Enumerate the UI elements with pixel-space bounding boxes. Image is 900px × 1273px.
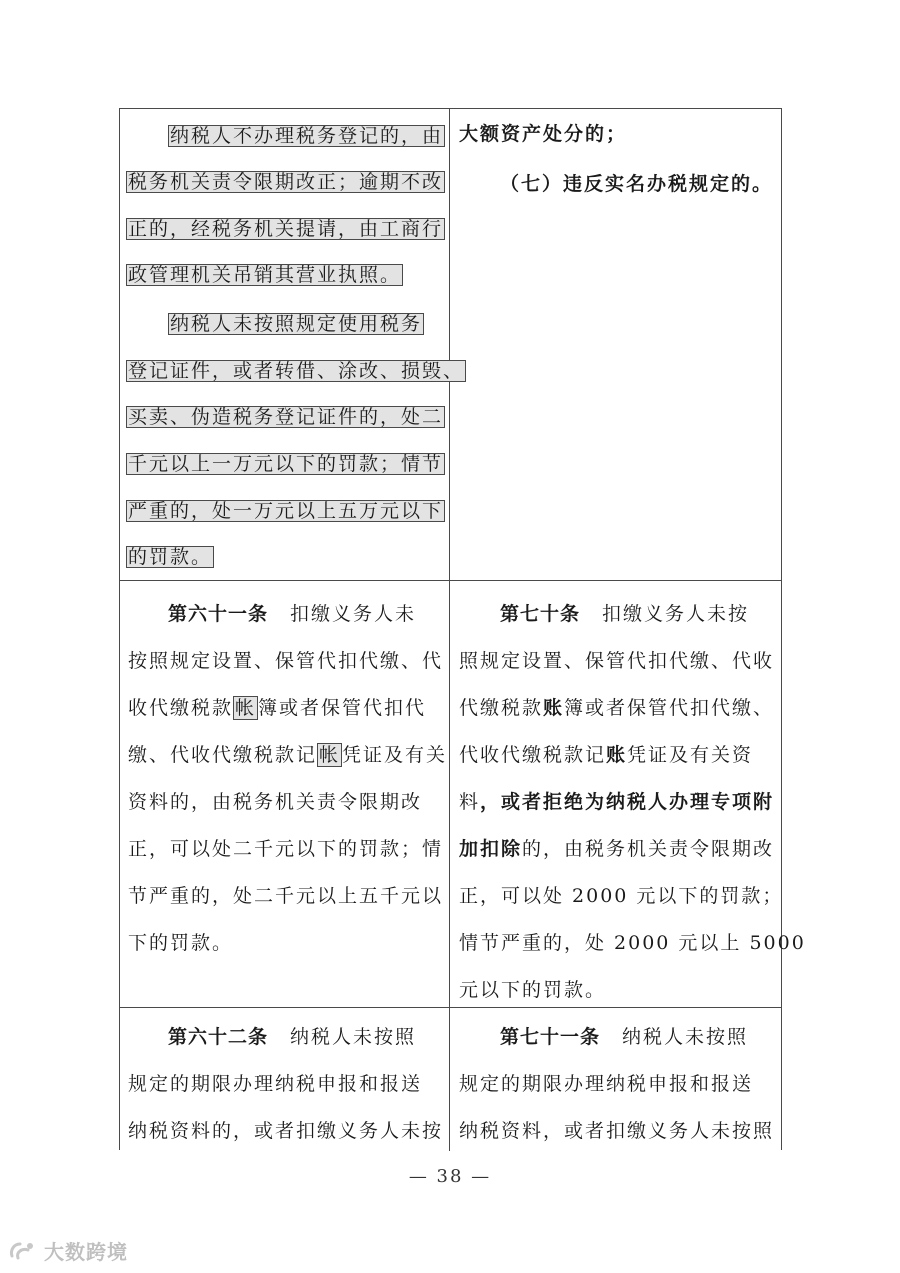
- body-text: 凭证及有关: [342, 744, 448, 766]
- table-cell-old-law: [120, 1008, 450, 1151]
- body-text: 下的罚款。: [128, 932, 234, 954]
- bold-text: 账: [606, 744, 628, 766]
- article-number: 第七十一条: [500, 1026, 601, 1048]
- highlighted-text: 千元以上一万元以下的罚款；情节: [128, 453, 444, 475]
- table-row: [120, 581, 806, 1008]
- table-cell-old-law: [120, 581, 450, 1007]
- body-text: 凭证及有关资: [627, 744, 754, 766]
- highlighted-text: 政管理机关吊销其营业执照。: [128, 264, 402, 286]
- brand-logo-icon: [8, 1240, 36, 1267]
- bold-text: 加扣除: [459, 838, 523, 860]
- body-text: 扣缴义务人未按: [602, 603, 750, 625]
- highlighted-text: 严重的，处一万元以上五万元以下: [128, 500, 444, 522]
- body-text: 规定的期限办理纳税申报和报送: [128, 1073, 423, 1095]
- page-number: — 38 —: [408, 1166, 492, 1187]
- body-text: 的，由税务机关责令限期改: [522, 838, 775, 860]
- table-cell-new-draft: [450, 581, 806, 1007]
- body-text: 纳税人未按照: [622, 1026, 749, 1048]
- body-text: 代收代缴税款记: [459, 744, 607, 766]
- body-text: 代缴税款: [459, 697, 544, 719]
- comparison-table: [119, 108, 806, 1150]
- highlighted-text: 纳税人不办理税务登记的，由: [170, 125, 444, 147]
- body-text: 节严重的，处二千元以上五千元以: [128, 885, 444, 907]
- body-text: 纳税资料的，或者扣缴义务人未按: [128, 1120, 444, 1142]
- highlighted-text: 的罚款。: [128, 546, 213, 568]
- body-text: 正，可以处二千元以下的罚款；情: [128, 838, 444, 860]
- table-cell-new-draft: [450, 1008, 781, 1151]
- watermark-text: 大数跨境: [43, 1240, 128, 1264]
- bold-text: 账: [543, 697, 565, 719]
- body-text: （七）违反实名办税规定的。: [500, 173, 774, 195]
- article-number: 第七十条: [500, 603, 581, 625]
- article-number: 第六十一条: [168, 603, 269, 625]
- table-row: [120, 109, 781, 581]
- body-text: 照规定设置、保管代扣代缴、代收: [459, 650, 775, 672]
- highlighted-text: 正的，经税务机关提请，由工商行: [128, 218, 444, 240]
- body-text: 缴、代收代缴税款记: [128, 744, 318, 766]
- body-text: 扣缴义务人未: [290, 603, 417, 625]
- highlighted-text: 买卖、伪造税务登记证件的，处二: [128, 406, 444, 428]
- article-number: 第六十二条: [168, 1026, 269, 1048]
- body-text: 按照规定设置、保管代扣代缴、代: [128, 650, 444, 672]
- body-text: 元以下的罚款。: [459, 979, 607, 1001]
- table-cell-new-draft: [450, 109, 781, 580]
- highlighted-char: 帐: [319, 744, 341, 766]
- watermark: [8, 1236, 128, 1267]
- body-text: 收代缴税款: [128, 697, 234, 719]
- body-text: 簿或者保管代扣代: [258, 697, 427, 719]
- body-text: 大额资产处分的；: [459, 123, 628, 145]
- highlighted-text: 纳税人未按照规定使用税务: [170, 313, 423, 335]
- highlighted-text: 登记证件，或者转借、涂改、损毁、: [128, 360, 465, 382]
- body-text: 正，可以处 2000 元以下的罚款；: [459, 885, 784, 907]
- body-text: 资料的，由税务机关责令限期改: [128, 791, 423, 813]
- body-text: 料: [459, 791, 481, 813]
- body-text: 情节严重的，处 2000 元以上 5000: [459, 932, 806, 954]
- body-text: 纳税资料，或者扣缴义务人未按照: [459, 1120, 775, 1142]
- body-text: 规定的期限办理纳税申报和报送: [459, 1073, 754, 1095]
- table-cell-old-law: [120, 109, 465, 580]
- body-text: 簿或者保管代扣代缴、: [564, 697, 775, 719]
- highlighted-text: 税务机关责令限期改正；逾期不改: [128, 171, 444, 193]
- bold-text: ，或者拒绝为纳税人办理专项附: [480, 791, 775, 813]
- body-text: 纳税人未按照: [290, 1026, 417, 1048]
- table-row: [120, 1008, 781, 1151]
- highlighted-char: 帐: [235, 697, 257, 719]
